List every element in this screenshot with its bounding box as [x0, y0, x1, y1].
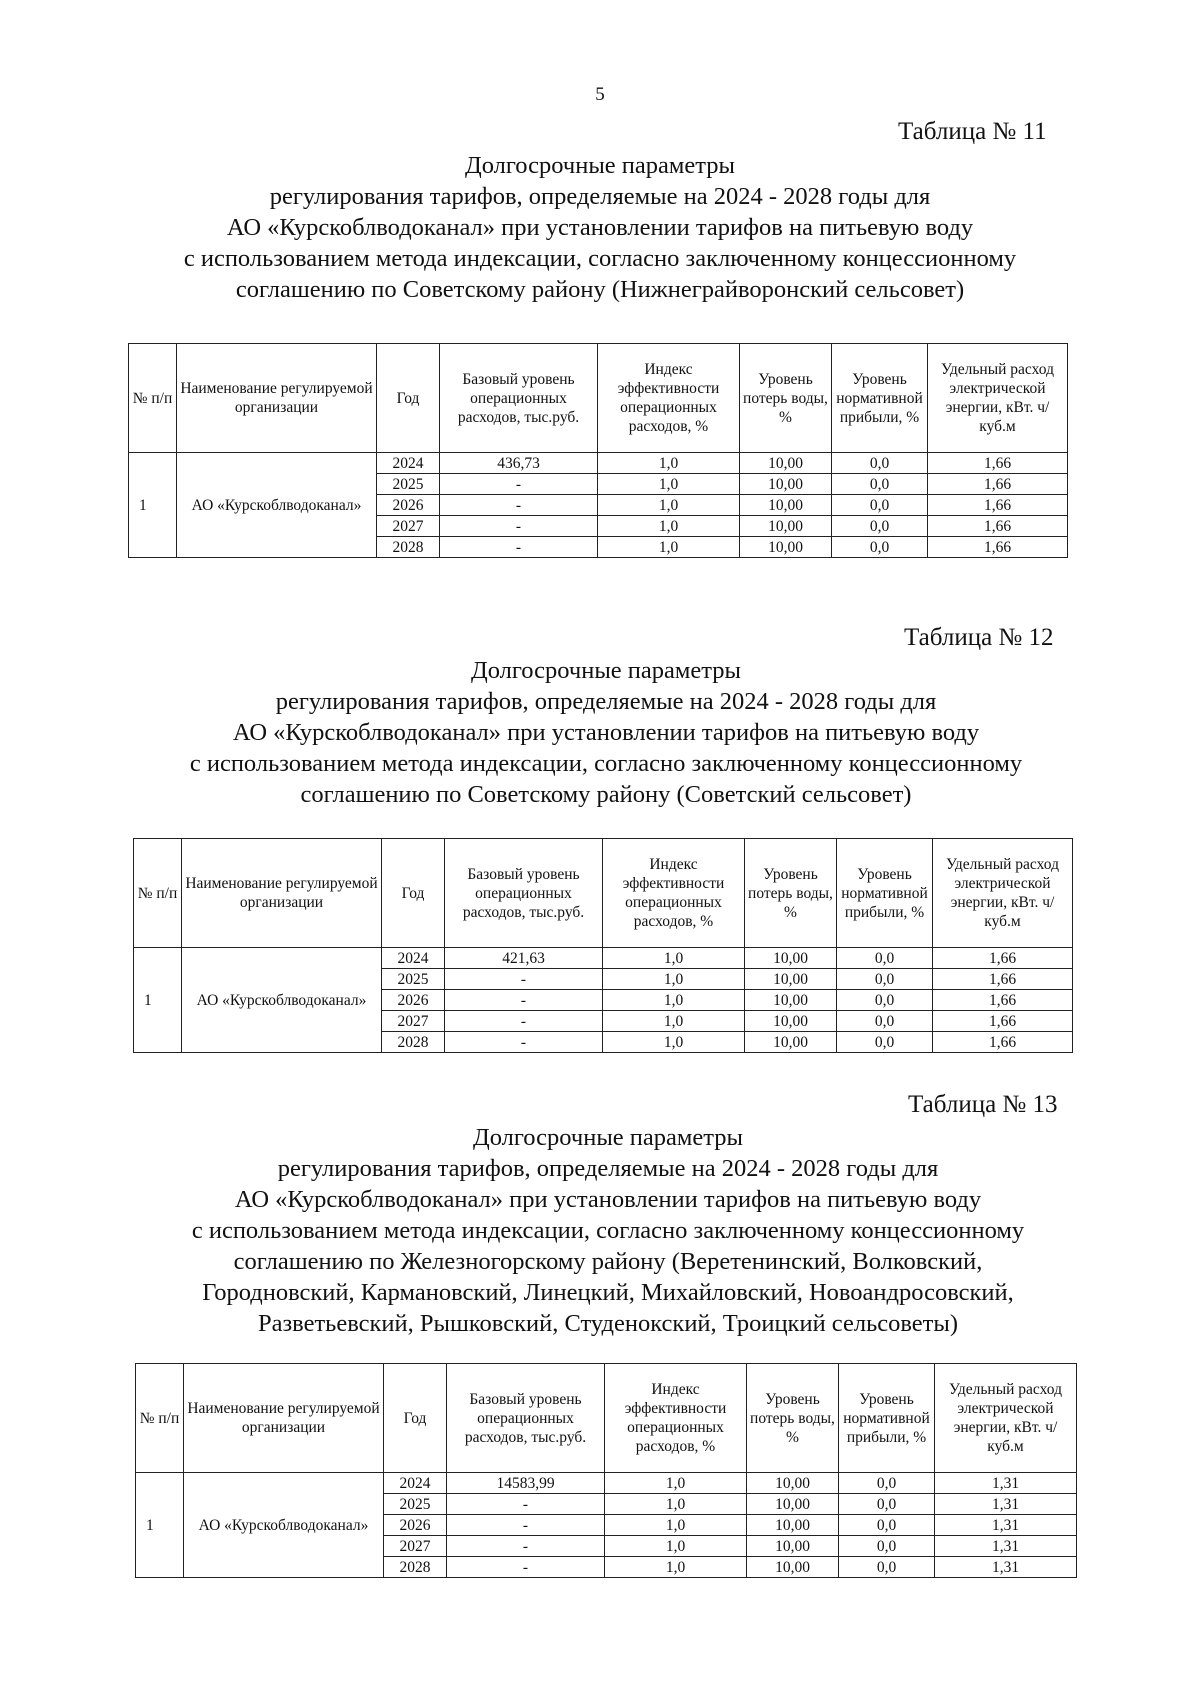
organization-cell: АО «Курскоблводоканал» [182, 948, 382, 1053]
column-header: Уровень потерь воды, % [747, 1364, 839, 1473]
base-cell: - [445, 969, 603, 990]
energy-cell: 1,31 [935, 1473, 1077, 1494]
energy-cell: 1,31 [935, 1557, 1077, 1578]
table-row [136, 1473, 1077, 1494]
column-header: Наименование регулируемой организации [177, 344, 377, 453]
header-row [136, 1364, 1077, 1473]
index-cell: 1,0 [603, 969, 745, 990]
title-line: АО «Курскоблводоканал» при установлении тарифов на питьевую воду [232, 719, 980, 746]
table-title [0, 1122, 1200, 1339]
title-line: регулирования тарифов, определяемые на 2024 - 2028 годы для [275, 688, 937, 715]
profit-cell: 0,0 [837, 1032, 933, 1053]
index-cell: 1,0 [598, 537, 740, 558]
parameters-table [133, 838, 1073, 1053]
column-header: № п/п [129, 344, 177, 453]
base-cell: - [447, 1494, 605, 1515]
base-cell: - [445, 1011, 603, 1032]
title-line: АО «Курскоблводоканал» при установлении тарифов на питьевую воду [234, 1186, 982, 1213]
energy-cell: 1,66 [928, 537, 1068, 558]
energy-cell: 1,66 [928, 495, 1068, 516]
year-cell: 2025 [377, 474, 440, 495]
index-cell: 1,0 [605, 1536, 747, 1557]
year-cell: 2026 [377, 495, 440, 516]
base-cell: - [447, 1515, 605, 1536]
index-cell: 1,0 [598, 453, 740, 474]
profit-cell: 0,0 [837, 948, 933, 969]
index-cell: 1,0 [598, 516, 740, 537]
column-header: Базовый уровень операционных расходов, тыс.руб. [440, 344, 598, 453]
title-line: соглашению по Железногорскому району (Веретенинский, Волковский, [233, 1248, 983, 1275]
title-line: Разветьевский, Рышковский, Студенокский, Троицкий сельсоветы) [258, 1310, 958, 1337]
energy-cell: 1,66 [928, 453, 1068, 474]
column-header: Удельный расход электрической энергии, кВт. ч/куб.м [935, 1364, 1077, 1473]
year-cell: 2025 [382, 969, 445, 990]
year-cell: 2026 [382, 990, 445, 1011]
title-line: Долгосрочные параметры [472, 1124, 743, 1151]
year-cell: 2027 [384, 1536, 447, 1557]
title-line: АО «Курскоблводоканал» при установлении тарифов на питьевую воду [226, 214, 974, 241]
profit-cell: 0,0 [839, 1536, 935, 1557]
index-cell: 1,0 [598, 474, 740, 495]
profit-cell: 0,0 [839, 1557, 935, 1578]
year-cell: 2024 [377, 453, 440, 474]
header-row [134, 839, 1073, 948]
row-number-cell: 1 [136, 1473, 184, 1578]
index-cell: 1,0 [603, 948, 745, 969]
energy-cell: 1,66 [928, 474, 1068, 495]
profit-cell: 0,0 [837, 990, 933, 1011]
title-line: соглашению по Советскому району (Советский сельсовет) [300, 781, 912, 808]
column-header: Уровень потерь воды, % [740, 344, 832, 453]
losses-cell: 10,00 [747, 1515, 839, 1536]
column-header: Год [382, 839, 445, 948]
table-title [0, 150, 1200, 305]
losses-cell: 10,00 [740, 495, 832, 516]
profit-cell: 0,0 [832, 453, 928, 474]
losses-cell: 10,00 [747, 1494, 839, 1515]
energy-cell: 1,66 [928, 516, 1068, 537]
losses-cell: 10,00 [740, 453, 832, 474]
column-header: Удельный расход электрической энергии, кВт. ч/куб.м [933, 839, 1073, 948]
index-cell: 1,0 [598, 495, 740, 516]
index-cell: 1,0 [605, 1473, 747, 1494]
index-cell: 1,0 [605, 1515, 747, 1536]
column-header: Наименование регулируемой организации [182, 839, 382, 948]
column-header: Индекс эффективности операционных расходов, % [598, 344, 740, 453]
profit-cell: 0,0 [839, 1494, 935, 1515]
index-cell: 1,0 [605, 1557, 747, 1578]
year-cell: 2028 [382, 1032, 445, 1053]
table-row [129, 453, 1068, 474]
losses-cell: 10,00 [740, 537, 832, 558]
base-cell: - [440, 474, 598, 495]
year-cell: 2024 [384, 1473, 447, 1494]
year-cell: 2027 [377, 516, 440, 537]
column-header: Год [384, 1364, 447, 1473]
base-cell: - [440, 537, 598, 558]
energy-cell: 1,66 [933, 1011, 1073, 1032]
table-caption: Таблица № 12 [904, 624, 1054, 651]
losses-cell: 10,00 [747, 1557, 839, 1578]
column-header: Наименование регулируемой организации [184, 1364, 384, 1473]
base-cell: - [445, 1032, 603, 1053]
losses-cell: 10,00 [747, 1536, 839, 1557]
profit-cell: 0,0 [832, 495, 928, 516]
column-header: Год [377, 344, 440, 453]
profit-cell: 0,0 [832, 474, 928, 495]
energy-cell: 1,66 [933, 948, 1073, 969]
index-cell: 1,0 [605, 1494, 747, 1515]
table-caption: Таблица № 13 [908, 1091, 1058, 1118]
profit-cell: 0,0 [839, 1515, 935, 1536]
column-header: Индекс эффективности операционных расходов, % [605, 1364, 747, 1473]
energy-cell: 1,31 [935, 1536, 1077, 1557]
losses-cell: 10,00 [745, 948, 837, 969]
base-cell: 436,73 [440, 453, 598, 474]
title-line: соглашению по Советскому району (Нижнеграйворонский сельсовет) [235, 276, 965, 303]
title-line: с использованием метода индексации, согласно заключенному концессионному [191, 1217, 1025, 1244]
energy-cell: 1,31 [935, 1515, 1077, 1536]
year-cell: 2025 [384, 1494, 447, 1515]
index-cell: 1,0 [603, 1032, 745, 1053]
column-header: Базовый уровень операционных расходов, тыс.руб. [445, 839, 603, 948]
year-cell: 2026 [384, 1515, 447, 1536]
table-title [0, 655, 1200, 810]
column-header: Удельный расход электрической энергии, кВт. ч/куб.м [928, 344, 1068, 453]
base-cell: - [445, 990, 603, 1011]
profit-cell: 0,0 [837, 969, 933, 990]
year-cell: 2024 [382, 948, 445, 969]
profit-cell: 0,0 [832, 537, 928, 558]
base-cell: - [440, 516, 598, 537]
column-header: Уровень нормативной прибыли, % [832, 344, 928, 453]
year-cell: 2028 [384, 1557, 447, 1578]
title-line: Долгосрочные параметры [464, 152, 735, 179]
title-line: регулирования тарифов, определяемые на 2024 - 2028 годы для [269, 183, 931, 210]
base-cell: - [447, 1557, 605, 1578]
losses-cell: 10,00 [740, 474, 832, 495]
losses-cell: 10,00 [740, 516, 832, 537]
index-cell: 1,0 [603, 1011, 745, 1032]
losses-cell: 10,00 [747, 1473, 839, 1494]
row-number-cell: 1 [129, 453, 177, 558]
table-row [134, 948, 1073, 969]
energy-cell: 1,66 [933, 990, 1073, 1011]
profit-cell: 0,0 [837, 1011, 933, 1032]
title-line: с использованием метода индексации, согласно заключенному концессионному [183, 245, 1017, 272]
column-header: Индекс эффективности операционных расходов, % [603, 839, 745, 948]
column-header: Базовый уровень операционных расходов, тыс.руб. [447, 1364, 605, 1473]
title-line: с использованием метода индексации, согласно заключенному концессионному [189, 750, 1023, 777]
losses-cell: 10,00 [745, 969, 837, 990]
losses-cell: 10,00 [745, 990, 837, 1011]
column-header: Уровень нормативной прибыли, % [837, 839, 933, 948]
base-cell: - [440, 495, 598, 516]
base-cell: 14583,99 [447, 1473, 605, 1494]
column-header: № п/п [134, 839, 182, 948]
year-cell: 2028 [377, 537, 440, 558]
energy-cell: 1,66 [933, 969, 1073, 990]
table-caption: Таблица № 11 [898, 118, 1047, 145]
column-header: Уровень потерь воды, % [745, 839, 837, 948]
parameters-table [128, 343, 1068, 558]
energy-cell: 1,31 [935, 1494, 1077, 1515]
header-row [129, 344, 1068, 453]
organization-cell: АО «Курскоблводоканал» [184, 1473, 384, 1578]
energy-cell: 1,66 [933, 1032, 1073, 1053]
title-line: Городновский, Кармановский, Линецкий, Михайловский, Новоандросовский, [202, 1279, 1014, 1306]
index-cell: 1,0 [603, 990, 745, 1011]
parameters-table [135, 1363, 1077, 1578]
year-cell: 2027 [382, 1011, 445, 1032]
row-number-cell: 1 [134, 948, 182, 1053]
column-header: Уровень нормативной прибыли, % [839, 1364, 935, 1473]
page-number: 5 [595, 84, 605, 105]
profit-cell: 0,0 [832, 516, 928, 537]
profit-cell: 0,0 [839, 1473, 935, 1494]
column-header: № п/п [136, 1364, 184, 1473]
base-cell: 421,63 [445, 948, 603, 969]
losses-cell: 10,00 [745, 1011, 837, 1032]
organization-cell: АО «Курскоблводоканал» [177, 453, 377, 558]
title-line: регулирования тарифов, определяемые на 2024 - 2028 годы для [277, 1155, 939, 1182]
losses-cell: 10,00 [745, 1032, 837, 1053]
base-cell: - [447, 1536, 605, 1557]
title-line: Долгосрочные параметры [470, 657, 741, 684]
